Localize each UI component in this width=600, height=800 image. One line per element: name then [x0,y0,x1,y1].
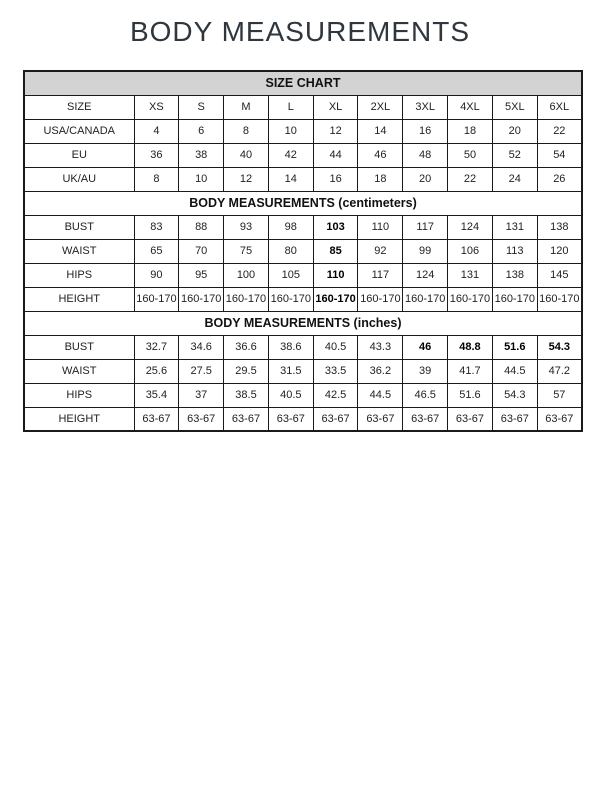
table-cell: 26 [537,167,582,191]
table-row [24,383,582,407]
table-cell: 41.7 [448,359,493,383]
table-cell: 50 [448,143,493,167]
table-cell: 160-170 [403,287,448,311]
table-cell: 2XL [358,95,403,119]
table-cell: 117 [358,263,403,287]
table-cell: L [268,95,313,119]
table-cell: 6XL [537,95,582,119]
table-cell: 47.2 [537,359,582,383]
row-label: BUST [24,335,134,359]
table-cell: 51.6 [448,383,493,407]
table-cell: 42.5 [313,383,358,407]
table-cell: 40.5 [313,335,358,359]
table-cell: 160-170 [313,287,358,311]
table-cell: 83 [134,215,179,239]
table-cell: 34.6 [179,335,224,359]
table-cell: 16 [313,167,358,191]
table-cell: 36.2 [358,359,403,383]
table-cell: 5XL [492,95,537,119]
table-cell: 24 [492,167,537,191]
table-cell: 54 [537,143,582,167]
table-cell: 36.6 [224,335,269,359]
section-header-row [24,71,582,95]
table-cell: 92 [358,239,403,263]
table-cell: 113 [492,239,537,263]
table-cell: 75 [224,239,269,263]
table-cell: 43.3 [358,335,403,359]
table-cell: 18 [358,167,403,191]
table-cell: 100 [224,263,269,287]
section-header: BODY MEASUREMENTS (inches) [24,311,582,335]
table-cell: 18 [448,119,493,143]
table-cell: 160-170 [224,287,269,311]
table-cell: 37 [179,383,224,407]
table-row [24,287,582,311]
table-cell: 160-170 [448,287,493,311]
size-chart-table [23,70,583,432]
table-cell: 8 [224,119,269,143]
table-cell: 63-67 [134,407,179,431]
table-cell: 14 [358,119,403,143]
table-cell: 160-170 [358,287,403,311]
table-cell: 33.5 [313,359,358,383]
table-cell: 10 [268,119,313,143]
row-label: WAIST [24,239,134,263]
table-cell: 12 [313,119,358,143]
table-cell: 63-67 [492,407,537,431]
table-cell: 40 [224,143,269,167]
table-cell: 54.3 [537,335,582,359]
table-cell: 22 [537,119,582,143]
table-cell: 124 [448,215,493,239]
table-cell: 90 [134,263,179,287]
table-row [24,335,582,359]
table-cell: 57 [537,383,582,407]
table-cell: 16 [403,119,448,143]
table-cell: 39 [403,359,448,383]
table-cell: 63-67 [268,407,313,431]
table-cell: 22 [448,167,493,191]
table-cell: 48.8 [448,335,493,359]
table-cell: 131 [492,215,537,239]
table-cell: 38.6 [268,335,313,359]
table-cell: 63-67 [179,407,224,431]
table-cell: XS [134,95,179,119]
table-cell: M [224,95,269,119]
table-cell: 40.5 [268,383,313,407]
table-cell: 145 [537,263,582,287]
table-cell: 29.5 [224,359,269,383]
table-cell: 160-170 [492,287,537,311]
table-cell: 14 [268,167,313,191]
table-cell: S [179,95,224,119]
row-label: USA/CANADA [24,119,134,143]
section-header-row [24,191,582,215]
table-row [24,239,582,263]
table-cell: 54.3 [492,383,537,407]
table-cell: 70 [179,239,224,263]
table-row [24,263,582,287]
table-cell: XL [313,95,358,119]
table-cell: 160-170 [179,287,224,311]
table-cell: 46.5 [403,383,448,407]
table-cell: 63-67 [448,407,493,431]
table-cell: 63-67 [313,407,358,431]
table-cell: 103 [313,215,358,239]
table-cell: 4XL [448,95,493,119]
row-label: UK/AU [24,167,134,191]
table-cell: 138 [537,215,582,239]
table-cell: 99 [403,239,448,263]
table-row [24,215,582,239]
table-row [24,167,582,191]
table-cell: 160-170 [134,287,179,311]
table-cell: 63-67 [537,407,582,431]
table-cell: 95 [179,263,224,287]
table-cell: 63-67 [224,407,269,431]
table-cell: 93 [224,215,269,239]
table-cell: 10 [179,167,224,191]
table-cell: 12 [224,167,269,191]
table-cell: 48 [403,143,448,167]
table-cell: 160-170 [537,287,582,311]
section-header: BODY MEASUREMENTS (centimeters) [24,191,582,215]
table-cell: 110 [358,215,403,239]
row-label: HIPS [24,263,134,287]
table-cell: 4 [134,119,179,143]
table-cell: 27.5 [179,359,224,383]
table-cell: 63-67 [358,407,403,431]
row-label: HEIGHT [24,287,134,311]
table-cell: 32.7 [134,335,179,359]
table-row [24,143,582,167]
section-header-row [24,311,582,335]
page-title: BODY MEASUREMENTS [129,16,471,47]
table-cell: 124 [403,263,448,287]
table-cell: 6 [179,119,224,143]
row-label: HEIGHT [24,407,134,431]
table-row [24,119,582,143]
table-cell: 85 [313,239,358,263]
table-cell: 131 [448,263,493,287]
table-cell: 120 [537,239,582,263]
table-cell: 46 [358,143,403,167]
table-cell: 8 [134,167,179,191]
table-cell: 117 [403,215,448,239]
row-label: WAIST [24,359,134,383]
table-row [24,95,582,119]
table-row [24,407,582,431]
table-cell: 63-67 [403,407,448,431]
row-label: HIPS [24,383,134,407]
table-cell: 25.6 [134,359,179,383]
table-cell: 31.5 [268,359,313,383]
table-cell: 51.6 [492,335,537,359]
table-cell: 44 [313,143,358,167]
table-cell: 35.4 [134,383,179,407]
row-label: BUST [24,215,134,239]
table-cell: 20 [492,119,537,143]
table-cell: 110 [313,263,358,287]
table-cell: 65 [134,239,179,263]
table-cell: 80 [268,239,313,263]
table-cell: 106 [448,239,493,263]
table-cell: 105 [268,263,313,287]
table-cell: 20 [403,167,448,191]
table-cell: 38.5 [224,383,269,407]
table-cell: 52 [492,143,537,167]
table-row [24,359,582,383]
table-cell: 36 [134,143,179,167]
table-cell: 42 [268,143,313,167]
table-cell: 98 [268,215,313,239]
table-cell: 46 [403,335,448,359]
table-cell: 44.5 [492,359,537,383]
table-cell: 44.5 [358,383,403,407]
table-cell: 138 [492,263,537,287]
row-label: EU [24,143,134,167]
row-label: SIZE [24,95,134,119]
section-header: SIZE CHART [24,71,582,95]
table-cell: 38 [179,143,224,167]
table-cell: 160-170 [268,287,313,311]
table-cell: 88 [179,215,224,239]
table-cell: 3XL [403,95,448,119]
size-chart-body [24,71,582,431]
